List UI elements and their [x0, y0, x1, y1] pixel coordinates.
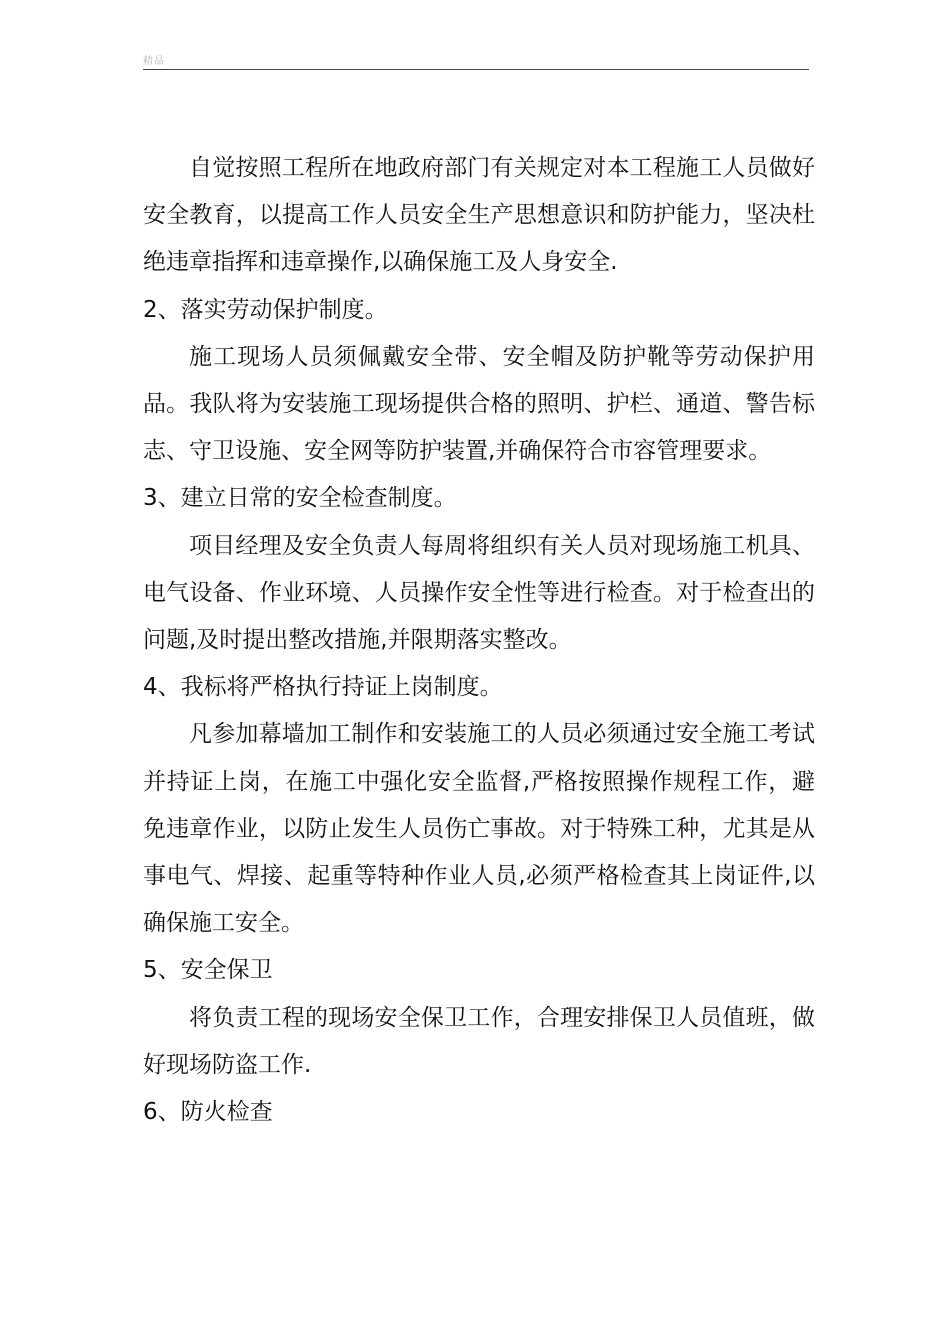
paragraph-security: 将负责工程的现场安全保卫工作，合理安排保卫人员值班，做好现场防盗工作. [143, 1004, 815, 1078]
section-heading-3: 3、建立日常的安全检查制度。 [143, 485, 457, 512]
section-heading-5: 5、安全保卫 [143, 957, 273, 984]
document-body [143, 145, 815, 1136]
paragraph-certification: 凡参加幕墙加工制作和安装施工的人员必须通过安全施工考试并持证上岗，在施工中强化安全监督,严格按照操作规程工作，避免违章作业，以防止发生人员伤亡事故。对于特殊工种，尤其是从事电气、焊接、起重等特种作业人员,必须严格检查其上岗证件,以确保施工安全。 [143, 721, 815, 937]
section-heading-6: 6、防火检查 [143, 1099, 273, 1126]
header-label: 精品 [143, 56, 165, 67]
paragraph-labor-protection: 施工现场人员须佩戴安全带、安全帽及防护靴等劳动保护用品。我队将为安装施工现场提供合格的照明、护栏、通道、警告标志、守卫设施、安全网等防护装置,并确保符合市容管理要求。 [143, 343, 815, 465]
paragraph-safety-inspection: 项目经理及安全负责人每周将组织有关人员对现场施工机具、电气设备、作业环境、人员操作安全性等进行检查。对于检查出的问题,及时提出整改措施,并限期落实整改。 [143, 532, 815, 654]
section-heading-4: 4、我标将严格执行持证上岗制度。 [143, 674, 503, 701]
paragraph-safety-education: 自觉按照工程所在地政府部门有关规定对本工程施工人员做好安全教育，以提高工作人员安全生产思想意识和防护能力，坚决杜绝违章指挥和违章操作,以确保施工及人身安全. [143, 155, 815, 276]
section-heading-2: 2、落实劳动保护制度。 [143, 296, 388, 323]
header-divider [143, 69, 809, 70]
